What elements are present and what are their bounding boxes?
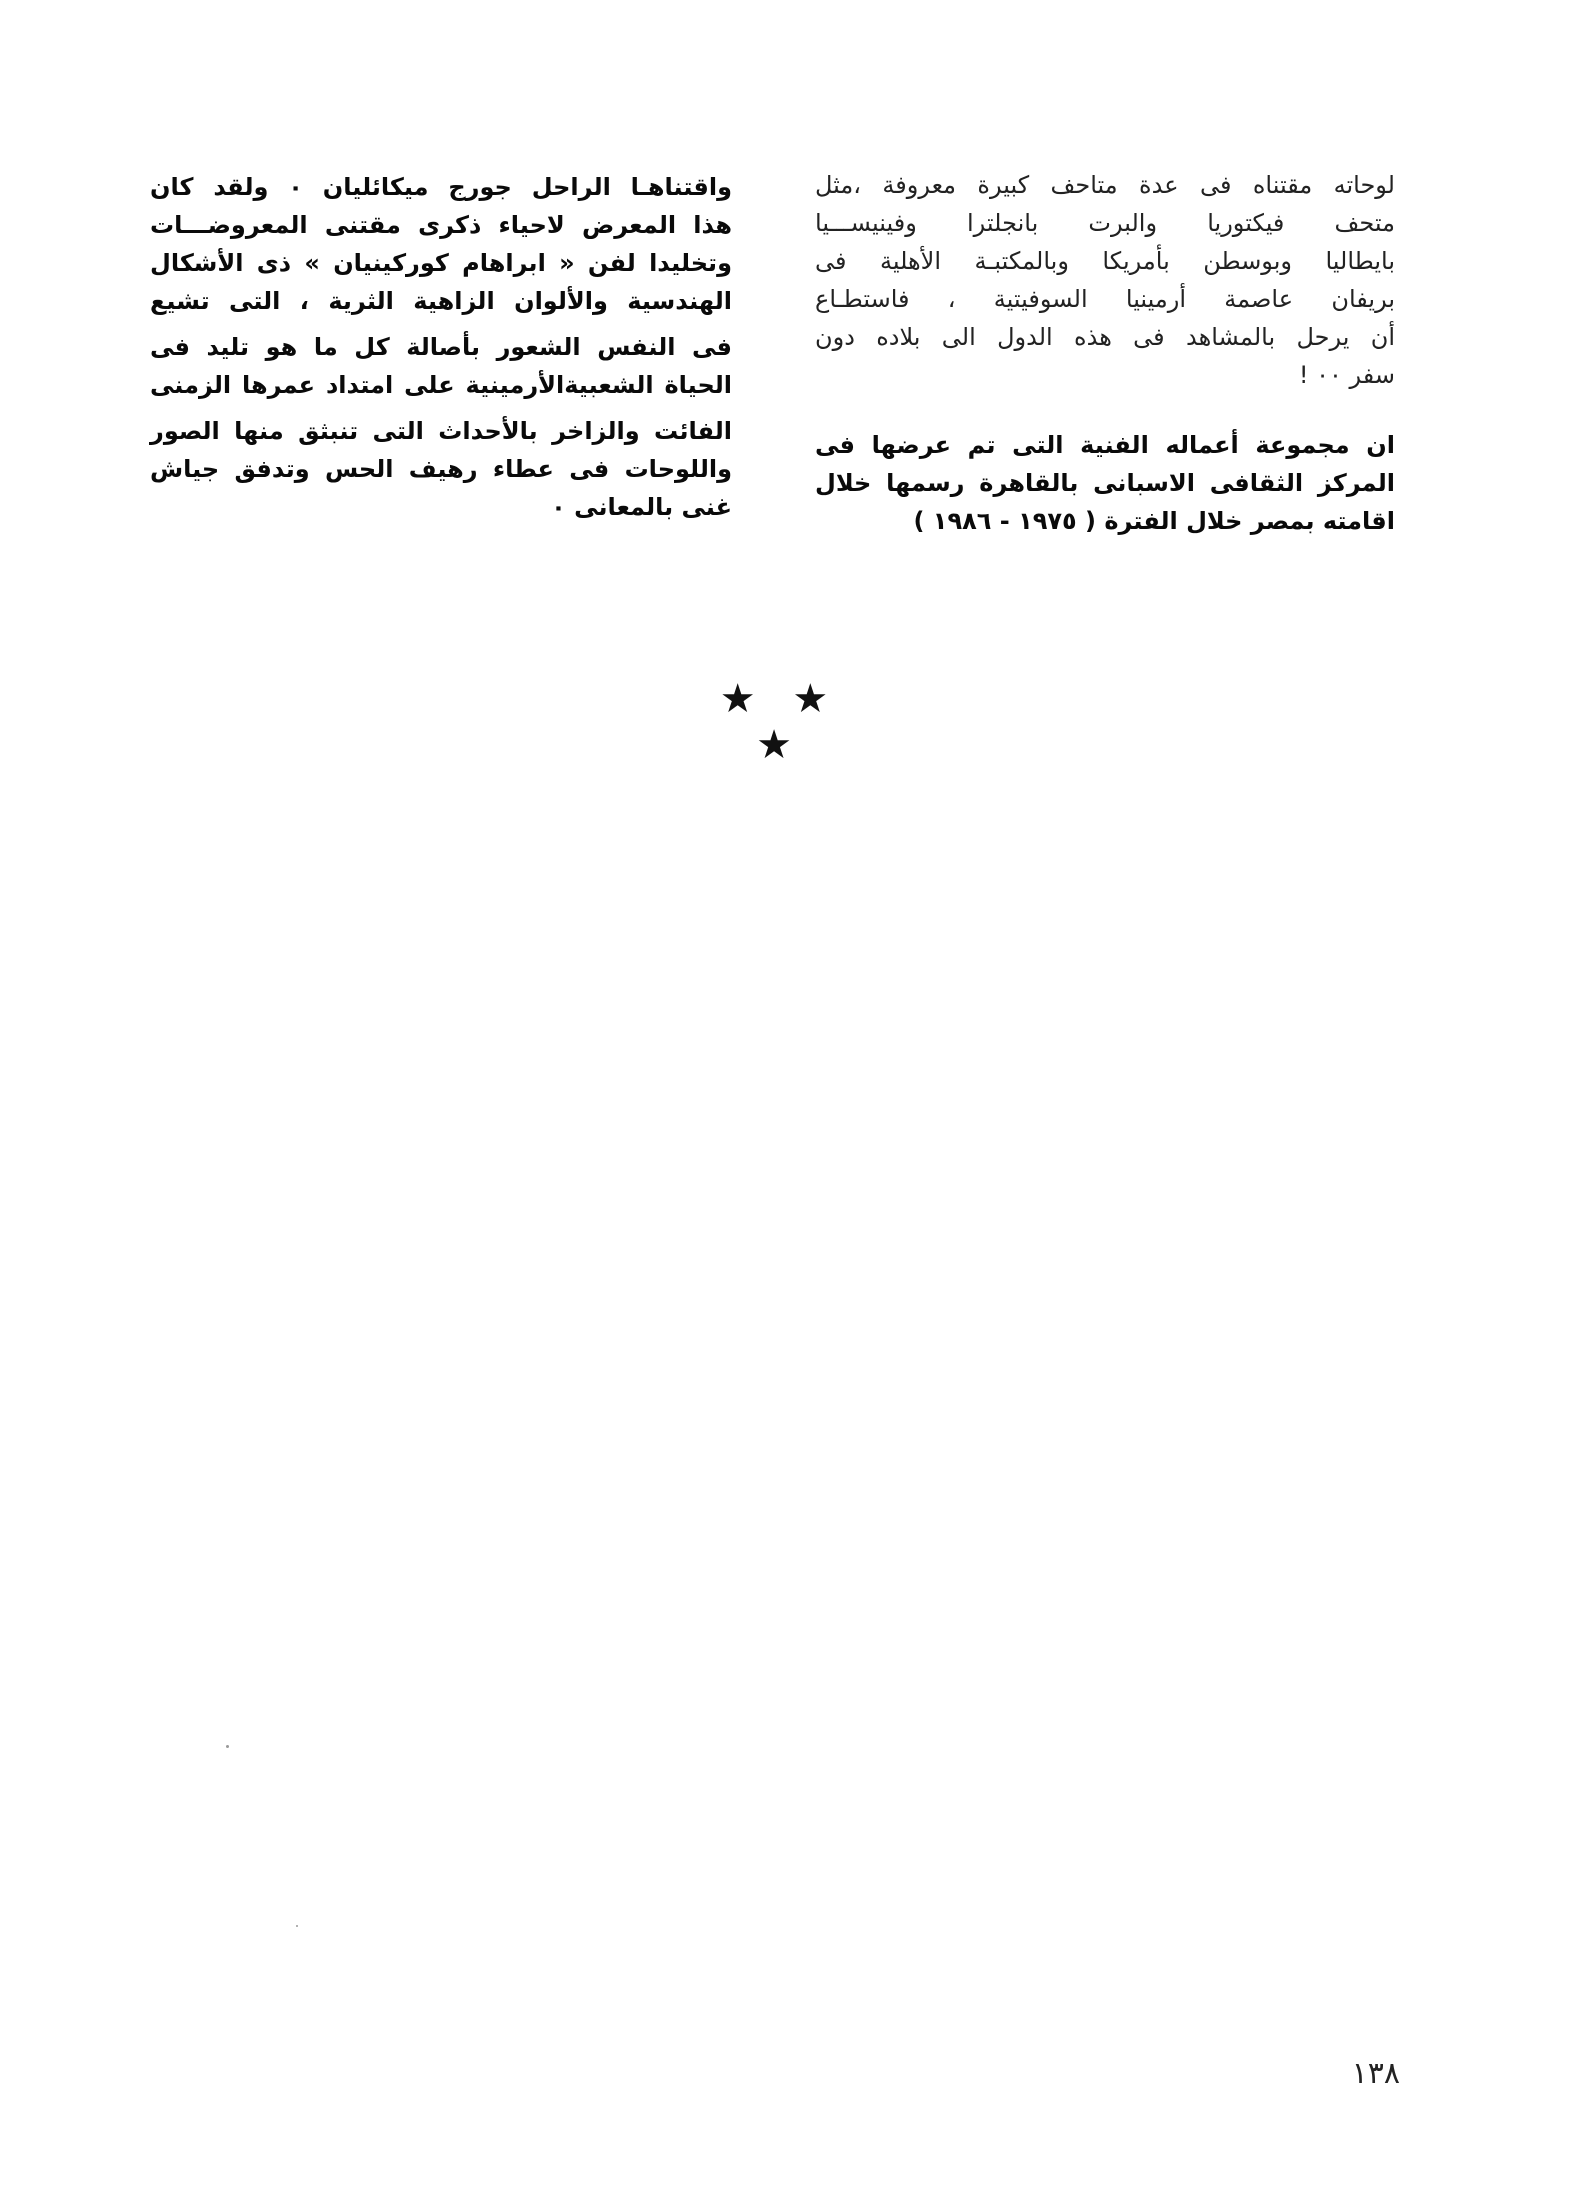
text-line: الهندسية والألوان الزاهية الثرية ، التى تشيع [150,287,732,315]
text-line: سفر ٠٠ ! [1298,361,1395,389]
text-line: اقامته بمصر خلال الفترة ( ١٩٧٥ - ١٩٨٦ ) [913,507,1395,535]
right-paragraph-1 [815,166,1395,394]
text-line: الحياة الشعبيةالأرمينية على امتداد عمرها الزمنى [150,371,732,399]
text-line: أن يرحل بالمشاهد فى هذه الدول الى بلاده دون [815,323,1395,351]
text-line: هذا المعرض لاحياء ذكرى مقتنى المعروضـــات [150,211,732,239]
text-line: لوحاته مقتناه فى عدة متاحف كبيرة معروفة ،مثل [815,171,1395,199]
text-line: غنى بالمعانى ٠ [551,493,732,521]
text-line: الفائت والزاخر بالأحداث التى تنبثق منها الصور [150,417,732,445]
text-line: ان مجموعة أعماله الفنية التى تم عرضها فى [815,431,1395,459]
text-line: واقتناهـا الراحل جورج ميكائليان ٠ ولقد كان [150,173,733,201]
text-line: متحف فيكتوريا والبرت بانجلترا وفينيســـيا [815,209,1395,237]
text-line: فى النفس الشعور بأصالة كل ما هو تليد فى [150,333,732,361]
scan-speck [226,1745,229,1748]
text-line: وتخليدا لفن « ابراهام كوركينيان » ذى الأشكال [150,249,732,277]
section-separator-stars: ★ ★ ★ [719,676,841,768]
text-line: بايطاليا وبوسطن بأمريكا وبالمكتبـة الأهلية فى [815,247,1395,275]
right-column [815,166,1395,540]
text-line: بريفان عاصمة أرمينيا السوفيتية ، فاستطـاع [815,285,1395,313]
text-line: واللوحات فى عطاء رهيف الحس وتدفق جياش [150,455,732,483]
left-column [150,168,732,526]
page-number: ١٣٨ [1351,2056,1400,2091]
text-line: المركز الثقافى الاسبانى بالقاهرة رسمها خلال [815,469,1395,497]
scan-speck [296,1925,298,1927]
right-paragraph-2 [815,426,1395,540]
